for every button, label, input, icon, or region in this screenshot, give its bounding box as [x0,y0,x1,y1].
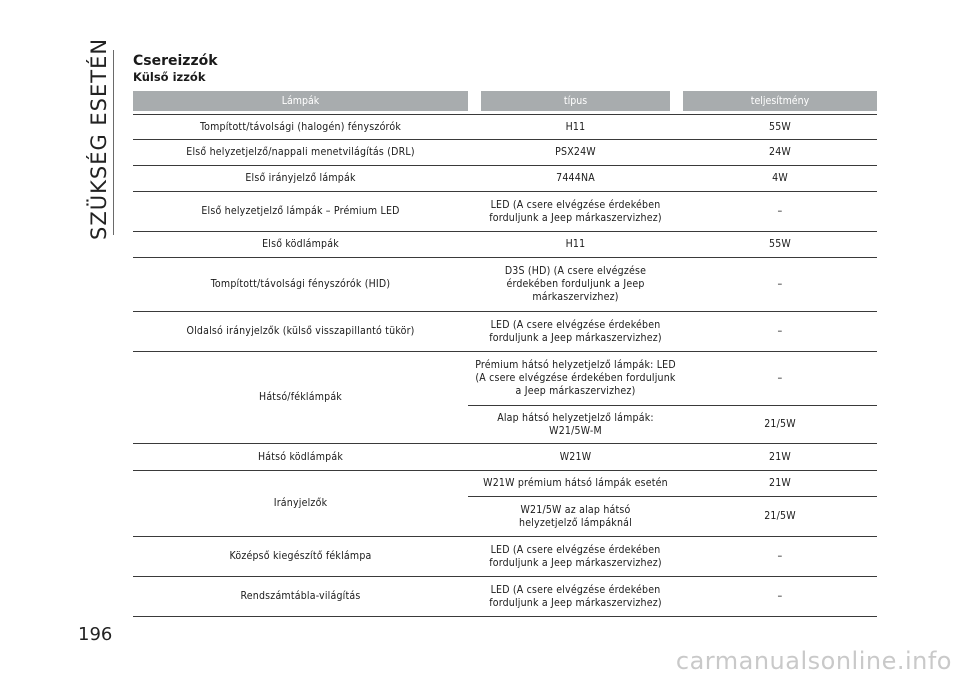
type-cell: PSX24W [555,146,596,158]
lamp-cell: Első irányjelző lámpák [245,172,356,184]
watermark-link[interactable]: carmanualsonline.info [675,647,952,675]
table-row [133,115,877,140]
type-cell: 7444NA [556,172,595,184]
sub-row [468,405,877,443]
table-row [133,232,877,258]
power-cell: 21W [769,477,791,489]
type-cell: D3S (HD) (A csere elvégzése érdekében forduljunk a Jeep márkaszervizhez) [504,265,647,303]
type-cell: W21W prémium hátsó lámpák esetén [483,477,668,489]
chapter-sidebar [84,37,114,240]
sub-row [468,352,877,405]
type-cell: LED (A csere elvégzése érdekében forduljunk a Jeep márkaszervizhez) [489,543,662,569]
table-row [133,577,877,617]
table-row [133,166,877,192]
sub-rows [468,352,877,443]
sub-row [468,496,877,536]
power-cell: 4W [772,172,788,184]
section-subtitle: Külső izzók [133,70,206,84]
lamp-cell: Oldalsó irányjelzők (külső visszapillantó tükör) [186,325,415,337]
power-cell: – [777,205,783,217]
power-cell: – [777,590,783,602]
power-cell: – [777,325,783,337]
power-cell: 21/5W [764,510,796,522]
page-number: 196 [78,624,113,645]
section-title: Csereizzók [133,53,218,69]
table-row-group [133,471,877,537]
lamp-cell: Rendszámtábla-világítás [240,590,361,602]
type-cell: LED (A csere elvégzése érdekében forduljunk a Jeep márkaszervizhez) [489,198,662,224]
power-cell: – [777,278,783,290]
power-cell: – [777,550,783,562]
lamp-cell: Első ködlámpák [262,238,339,250]
table-row [133,444,877,471]
table-row [133,258,877,312]
power-cell: 55W [769,238,791,250]
table-row [133,312,877,352]
type-cell: W21/5W az alap hátsó helyzetjelző lámpáknál [519,503,632,529]
table-row [133,537,877,577]
table-row [133,192,877,232]
chapter-title: SZÜKSÉG ESETÉN [87,37,111,240]
lamp-cell: Első helyzetjelző/nappali menetvilágítás (DRL) [186,146,415,158]
lamp-cell: Első helyzetjelző lámpák – Prémium LED [201,205,400,217]
power-cell: 21/5W [764,418,796,430]
header-type: típus [481,91,670,111]
type-cell: W21W [559,450,592,463]
table-row-group [133,352,877,444]
power-cell: – [777,372,783,384]
lamp-cell: Hátsó ködlámpák [257,450,344,463]
type-cell: H11 [565,238,586,250]
sub-row [468,471,877,496]
sub-rows [468,471,877,536]
lamp-cell: Tompított/távolsági fényszórók (HID) [210,278,391,290]
type-cell: LED (A csere elvégzése érdekében forduljunk a Jeep márkaszervizhez) [489,318,662,344]
type-cell: Alap hátsó helyzetjelző lámpák: W21/5W-M [497,411,654,437]
chapter-divider [113,50,114,235]
header-power: teljesítmény [683,91,877,111]
type-cell: LED (A csere elvégzése érdekében forduljunk a Jeep márkaszervizhez) [489,583,662,609]
lamp-cell: Tompított/távolsági (halogén) fényszórók [199,120,402,133]
bulb-table [133,91,877,617]
power-cell: 24W [769,146,791,158]
type-cell: H11 [565,120,586,133]
table-row [133,140,877,166]
header-lamps: Lámpák [133,91,468,111]
lamp-cell: Hátsó/féklámpák [259,391,342,403]
power-cell: 55W [769,120,791,133]
lamp-cell: Középső kiegészítő féklámpa [229,550,372,562]
type-cell: Prémium hátsó helyzetjelző lámpák: LED (A csere elvégzése érdekében forduljunk a Jeep márkaszervizhez) [475,359,676,397]
table-header [133,91,877,111]
power-cell: 21W [769,450,791,463]
lamp-cell: Irányjelzők [273,497,328,509]
